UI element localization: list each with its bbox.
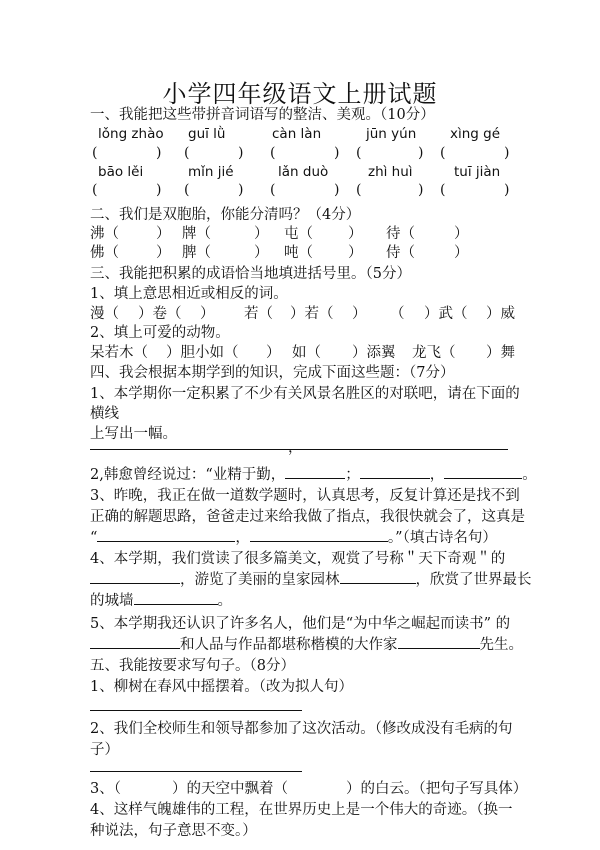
char-blank: 牌（ [182,226,211,242]
bracket-open: ( [92,145,98,161]
bracket-close: ) [504,182,510,198]
char-blank-close: ） [156,226,171,242]
char-blank: 待（ [386,226,415,242]
question-5-4-line-1: 4、这样气魄雄伟的工程，在世界历史上是一个伟大的奇迹。（换一 [90,802,513,818]
idiom-part: ） [352,306,367,322]
bracket-close: ) [334,182,340,198]
bracket-open: ( [270,145,276,161]
bracket-open: ( [92,182,98,198]
question-5-4-line-2: 种说法，句子意思不变。） [90,823,257,839]
bracket-close: ) [418,145,424,161]
char-blank-close: ） [348,245,363,261]
pinyin-word: lǎn duò [278,164,329,180]
idiom-part: ）武（ [424,306,468,322]
idiom-part: ）添翼 [352,345,396,361]
section-2-heading: 二、我们是双胞胎，你能分清吗？（4分） [90,207,361,223]
question-4-4-line-3 [90,589,232,610]
char-blank: 侍（ [386,245,415,261]
bracket-close: ) [238,182,244,198]
char-blank-close: ） [454,226,469,242]
question-4-1-line-2: 横线 [90,406,119,422]
q2-text: 2,韩愈曾经说过：“业精于勤， [90,467,286,483]
char-blank-close: ） [156,245,171,261]
page-title: 小学四年级语文上册试题 [162,80,438,108]
question-4-2 [90,463,537,484]
pinyin-word: jūn yún [366,126,417,142]
section-3-sub-1: 1、填上意思相近或相反的词。 [90,286,288,302]
idiom-part: ） [266,345,281,361]
char-blank-close: ） [454,245,469,261]
q4-text: ，游览了美丽的皇家园林 [180,572,340,588]
q5-text: 先生。 [479,637,523,653]
char-blank: 脾（ [182,245,211,261]
idiom-part: ） [200,306,215,322]
question-4-5-line-2 [90,633,523,654]
answer-blank[interactable] [134,590,218,605]
answer-line-5-1[interactable] [90,710,302,711]
idiom-part: （ [390,306,405,322]
pinyin-word: lǒng zhào [98,126,164,142]
idiom-part: 龙飞（ [412,345,456,361]
bracket-open: ( [440,145,446,161]
answer-blank[interactable] [398,634,480,649]
question-4-5-line-1: 5、本学期我还认识了许多名人，他们是“为中华之崛起而读书” 的 [90,616,511,632]
idiom-part: ）卷（ [138,306,182,322]
section-3-heading: 三、我能把积累的成语恰当地填进括号里。（5分） [90,266,411,282]
answer-blank[interactable] [250,527,388,542]
q2-comma: ， [429,467,445,483]
answer-line-5-2[interactable] [90,771,302,772]
char-blank-close: ） [254,226,269,242]
question-4-4-line-1: 4、本学期，我们赏读了很多篇美文，观赏了号称＂天下奇观＂的 [90,551,506,567]
answer-blank[interactable] [340,569,416,584]
q5-text: 和人品与作品都堪称楷模的大作家 [180,637,398,653]
idiom-part: 若（ [244,306,273,322]
idiom-part: ）胆小如（ [166,345,239,361]
idiom-part: ）舞 [486,345,515,361]
q4-period: 。 [217,593,232,609]
bracket-open: ( [270,182,276,198]
question-4-3-line-1: 3、昨晚，我正在做一道数学题时，认真思考，反复计算还是找不到 [90,488,520,504]
q5-3-part: 3、（ [90,781,121,797]
answer-blank[interactable] [97,527,235,542]
bracket-close: ) [504,145,510,161]
idiom-part: 漫（ [90,306,119,322]
answer-blank[interactable] [285,464,345,479]
q4-text: ，欣赏了世界最长 [415,572,532,588]
pinyin-word: mǐn jié [188,164,234,180]
question-4-3-line-3 [90,526,497,547]
bracket-open: ( [184,182,190,198]
bracket-open: ( [356,145,362,161]
question-4-1-line-3: 上写出一幅。 [90,426,177,442]
idiom-part: ）若（ [290,306,334,322]
char-blank-close: ） [254,245,269,261]
pinyin-word: zhì huì [368,164,413,180]
idiom-part: ）威 [486,306,515,322]
answer-blank[interactable] [90,634,180,649]
q5-3-part: ）的天空中飘着（ [172,781,288,797]
question-4-4-line-2 [90,568,532,589]
pinyin-word: bāo lěi [98,164,144,180]
bracket-close: ) [156,145,162,161]
q3-comma: ， [235,530,250,546]
section-5-heading: 五、我能按要求写句子。（8分） [90,658,295,674]
q3-tail: 。”（填古诗名句） [387,530,497,546]
answer-blank[interactable] [444,464,522,479]
bracket-close: ) [238,145,244,161]
bracket-open: ( [356,182,362,198]
char-blank: 沸（ [90,226,119,242]
bracket-open: ( [440,182,446,198]
pinyin-word: càn làn [272,126,322,142]
answer-blank[interactable] [360,464,430,479]
bracket-close: ) [418,182,424,198]
question-5-1: 1、柳树在春风中摇摆着。（改为拟人句） [90,679,353,695]
answer-blank[interactable] [90,569,180,584]
section-4-heading: 四、我会根据本期学到的知识，完成下面这些题：（7分） [90,365,455,381]
section-1-heading: 一、我能把这些带拼音词语写的整洁、美观。（10分） [90,107,435,123]
pinyin-word: guī lǜ [188,126,226,142]
char-blank: 吨（ [284,245,313,261]
q4-text: 的城墙 [90,593,134,609]
section-3-sub-2: 2、填上可爱的动物。 [90,325,230,341]
pinyin-word: xìng gé [450,126,501,142]
question-4-1-line-1: 1、本学期你一定积累了不少有关风景名胜区的对联吧，请在下面的 [90,386,520,402]
bracket-open: ( [184,145,190,161]
question-4-3-line-2: 正确的解题思路，爸爸走过来给我做了指点，我很快就会了，这真是 [90,509,525,525]
q5-3-part: ）的白云。（把句子写具体） [346,781,528,797]
open-quote: “ [90,530,98,546]
bracket-close: ) [334,145,340,161]
char-blank: 佛（ [90,245,119,261]
idiom-part: 呆若木（ [90,345,148,361]
question-5-2-line-2: 子） [90,742,119,758]
bracket-close: ) [156,182,162,198]
char-blank: 屯（ [284,226,313,242]
q2-semicolon: ； [345,467,360,483]
pinyin-word: tuī jiàn [454,164,501,180]
q2-period: 。 [522,467,537,483]
question-5-2-line-1: 2、我们全校师生和领导都参加了这次活动。（修改成没有毛病的句 [90,721,513,737]
char-blank-close: ） [348,226,363,242]
couplet-comma: ， [288,440,303,456]
idiom-part: 如（ [292,345,321,361]
